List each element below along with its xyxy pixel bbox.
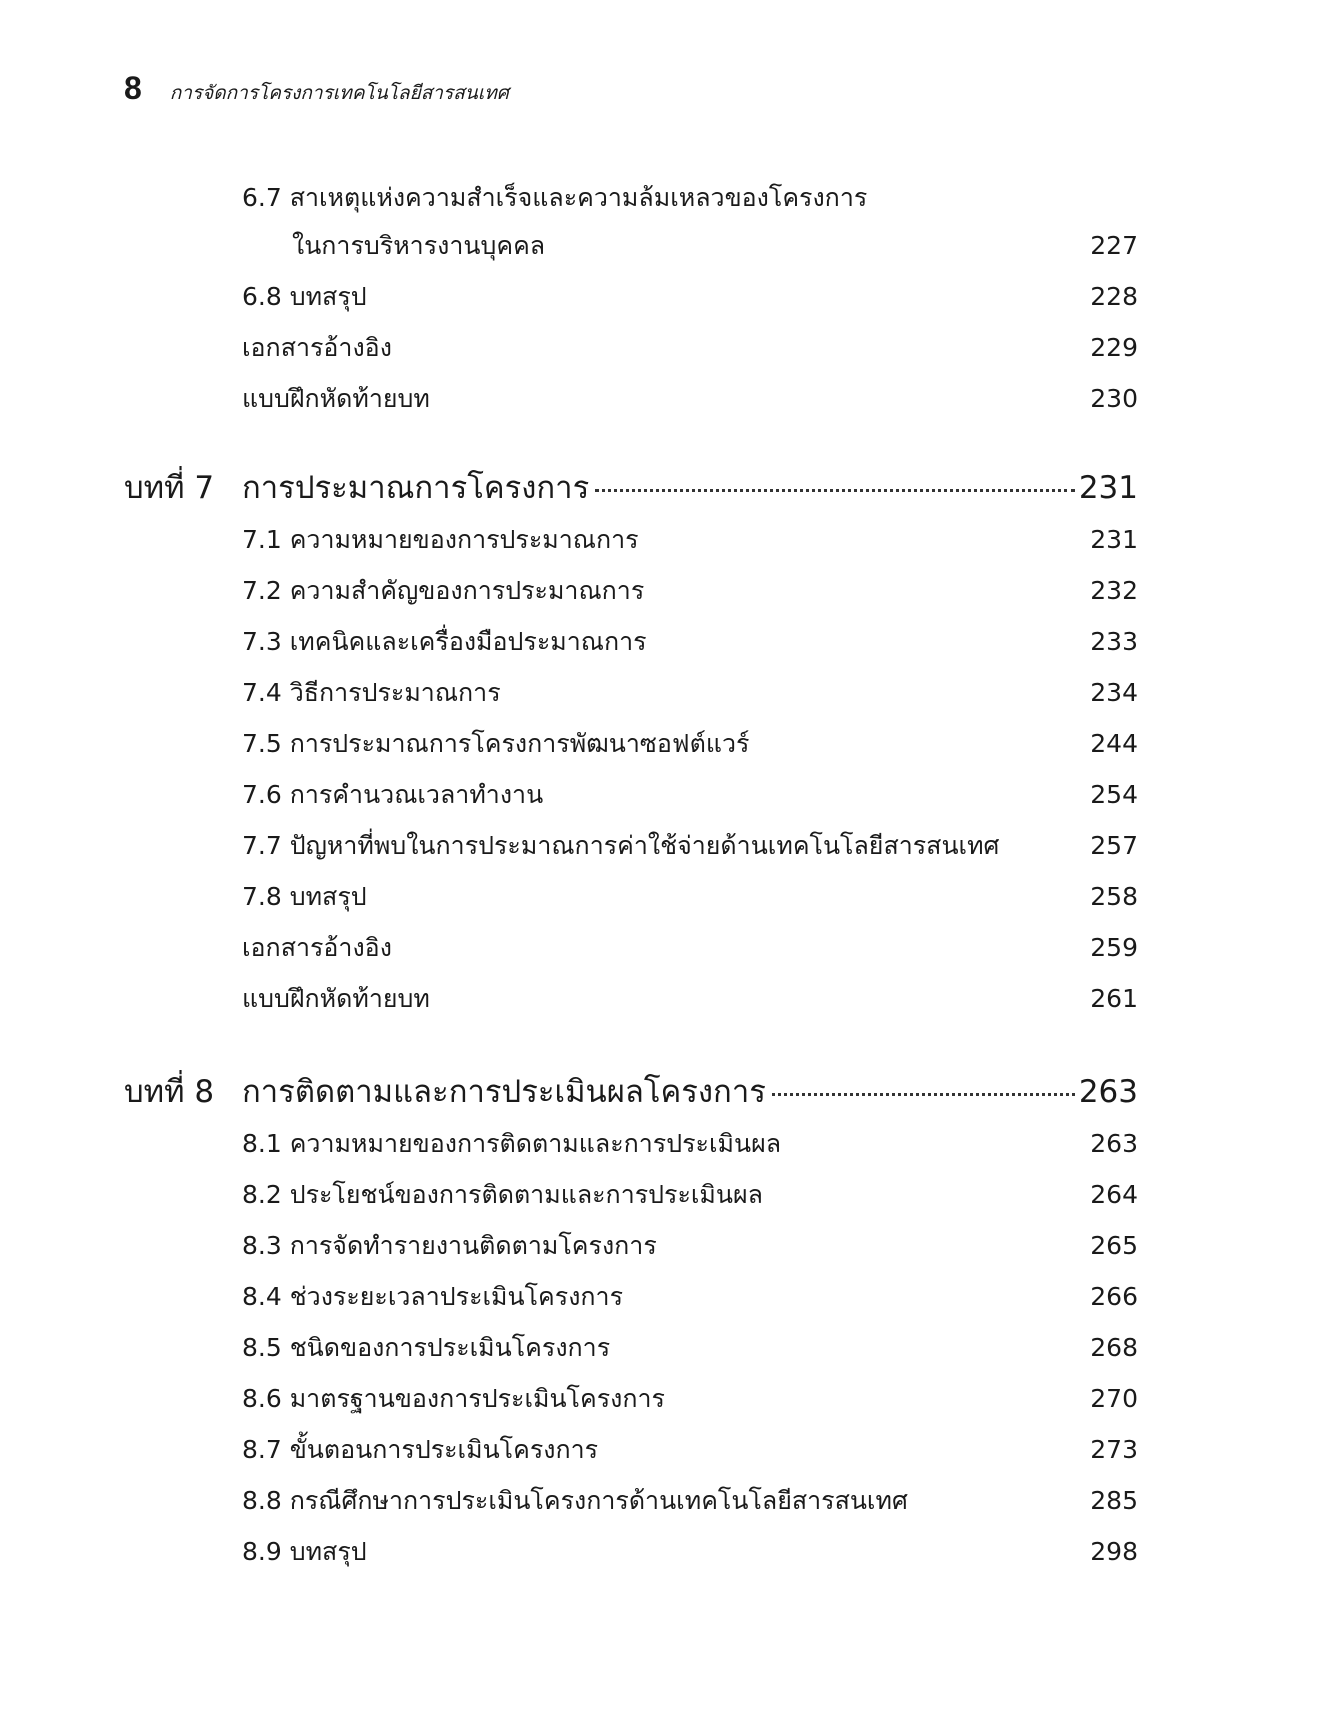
- toc-entry-title: 8.9 บทสรุป: [242, 1537, 367, 1566]
- toc-entry-title: 7.4 วิธีการประมาณการ: [242, 678, 501, 707]
- toc-entry-title: 7.2 ความสำคัญของการประมาณการ: [242, 576, 645, 605]
- toc-entry: [0, 1483, 1339, 1531]
- toc-entry-title: เอกสารอ้างอิง: [242, 333, 392, 362]
- toc-entry-page: 228: [1090, 282, 1138, 311]
- toc-entry-page: 268: [1090, 1333, 1138, 1362]
- page-number: 8: [124, 70, 142, 106]
- toc-entry-page: 234: [1090, 678, 1138, 707]
- toc-entry-page: 273: [1090, 1435, 1138, 1464]
- toc-entry-page: 258: [1090, 882, 1138, 911]
- toc-entry-page: 263: [1090, 1129, 1138, 1158]
- toc-entry-title: 8.5 ชนิดของการประเมินโครงการ: [242, 1333, 611, 1362]
- toc-entry-title: 8.8 กรณีศึกษาการประเมินโครงการด้านเทคโนโลยีสารสนเทศ: [242, 1486, 908, 1515]
- chapter-heading: [0, 466, 1339, 516]
- toc-entry-page: 231: [1090, 525, 1138, 554]
- toc-entry-page: 298: [1090, 1537, 1138, 1566]
- toc-entry: [0, 180, 1339, 228]
- chapter-page: 231: [1078, 470, 1138, 506]
- toc-entry: [0, 777, 1339, 825]
- toc-entry-title: 8.1 ความหมายของการติดตามและการประเมินผล: [242, 1129, 782, 1158]
- toc-entry: [0, 828, 1339, 876]
- chapter-title: การติดตามและการประเมินผลโครงการ: [242, 1074, 766, 1110]
- chapter-title: การประมาณการโครงการ: [242, 470, 590, 506]
- toc-entry-title: 7.1 ความหมายของการประมาณการ: [242, 525, 639, 554]
- toc-entry-title: 7.8 บทสรุป: [242, 882, 367, 911]
- toc-entry-page: 259: [1090, 933, 1138, 962]
- toc-entry-title: 8.6 มาตรฐานของการประเมินโครงการ: [242, 1384, 665, 1413]
- toc-entry-title: 8.3 การจัดทำรายงานติดตามโครงการ: [242, 1231, 657, 1260]
- chapter-heading: [0, 1070, 1339, 1120]
- toc-entry: [0, 1228, 1339, 1276]
- toc-entry-page: 254: [1090, 780, 1138, 809]
- toc-entry-title: 8.4 ช่วงระยะเวลาประเมินโครงการ: [242, 1282, 624, 1311]
- toc-entry-page: 264: [1090, 1180, 1138, 1209]
- toc-entry: [0, 1534, 1339, 1582]
- toc-entry-title-continued: ในการบริหารงานบุคคล: [292, 231, 546, 260]
- toc-entry: [0, 675, 1339, 723]
- toc-entry-page: 244: [1090, 729, 1138, 758]
- toc-entry-title: 7.7 ปัญหาที่พบในการประมาณการค่าใช้จ่ายด้านเทคโนโลยีสารสนเทศ: [242, 831, 1000, 860]
- dot-leader: [772, 1089, 1075, 1096]
- toc-entry-title: แบบฝึกหัดท้ายบท: [242, 984, 430, 1013]
- toc-entry-page: 229: [1090, 333, 1138, 362]
- toc-entry: [0, 1381, 1339, 1429]
- toc-entry-continuation: [0, 228, 1339, 276]
- toc-entry: [0, 879, 1339, 927]
- toc-entry-title: 7.6 การคำนวณเวลาทำงาน: [242, 780, 544, 809]
- running-title: การจัดการโครงการเทคโนโลยีสารสนเทศ: [169, 82, 509, 104]
- toc-entry-title: 8.7 ขั้นตอนการประเมินโครงการ: [242, 1435, 599, 1464]
- toc-entry: [0, 1432, 1339, 1480]
- chapter-page: 263: [1078, 1074, 1138, 1110]
- toc-entry: [0, 624, 1339, 672]
- toc-entry-title: 8.2 ประโยชน์ของการติดตามและการประเมินผล: [242, 1180, 763, 1209]
- toc-entry-page: 232: [1090, 576, 1138, 605]
- toc-entry-title: 7.5 การประมาณการโครงการพัฒนาซอฟต์แวร์: [242, 729, 750, 758]
- toc-entry: [0, 573, 1339, 621]
- page-header: [124, 70, 509, 108]
- toc-entry-title: เอกสารอ้างอิง: [242, 933, 392, 962]
- toc-entry: [0, 522, 1339, 570]
- toc-entry-page: 265: [1090, 1231, 1138, 1260]
- toc-entry: [0, 981, 1339, 1029]
- toc-entry: [0, 1177, 1339, 1225]
- toc-entry: [0, 1330, 1339, 1378]
- toc-entry: [0, 381, 1339, 429]
- toc-entry-title: 6.8 บทสรุป: [242, 282, 367, 311]
- toc-entry-page: 266: [1090, 1282, 1138, 1311]
- toc-entry: [0, 1126, 1339, 1174]
- toc-entry-title: 7.3 เทคนิคและเครื่องมือประมาณการ: [242, 627, 647, 656]
- toc-entry-page: 233: [1090, 627, 1138, 656]
- chapter-label: บทที่ 7: [124, 470, 215, 506]
- toc-entry-page: 257: [1090, 831, 1138, 860]
- toc-entry-page: 230: [1090, 384, 1138, 413]
- chapter-heading-row: [242, 1070, 1138, 1114]
- chapter-heading-row: [242, 466, 1138, 510]
- toc-entry: [0, 930, 1339, 978]
- toc-entry-page: 261: [1090, 984, 1138, 1013]
- toc-entry-page: 270: [1090, 1384, 1138, 1413]
- toc-entry-page: 227: [1090, 231, 1138, 260]
- toc-entry: [0, 726, 1339, 774]
- toc-entry-page: 285: [1090, 1486, 1138, 1515]
- toc-entry: [0, 1279, 1339, 1327]
- toc-entry-title: แบบฝึกหัดท้ายบท: [242, 384, 430, 413]
- toc-entry-title: 6.7 สาเหตุแห่งความสำเร็จและความล้มเหลวของโครงการ: [242, 183, 868, 212]
- toc-entry: [0, 330, 1339, 378]
- dot-leader: [595, 485, 1075, 492]
- chapter-label: บทที่ 8: [124, 1074, 215, 1110]
- toc-entry: [0, 279, 1339, 327]
